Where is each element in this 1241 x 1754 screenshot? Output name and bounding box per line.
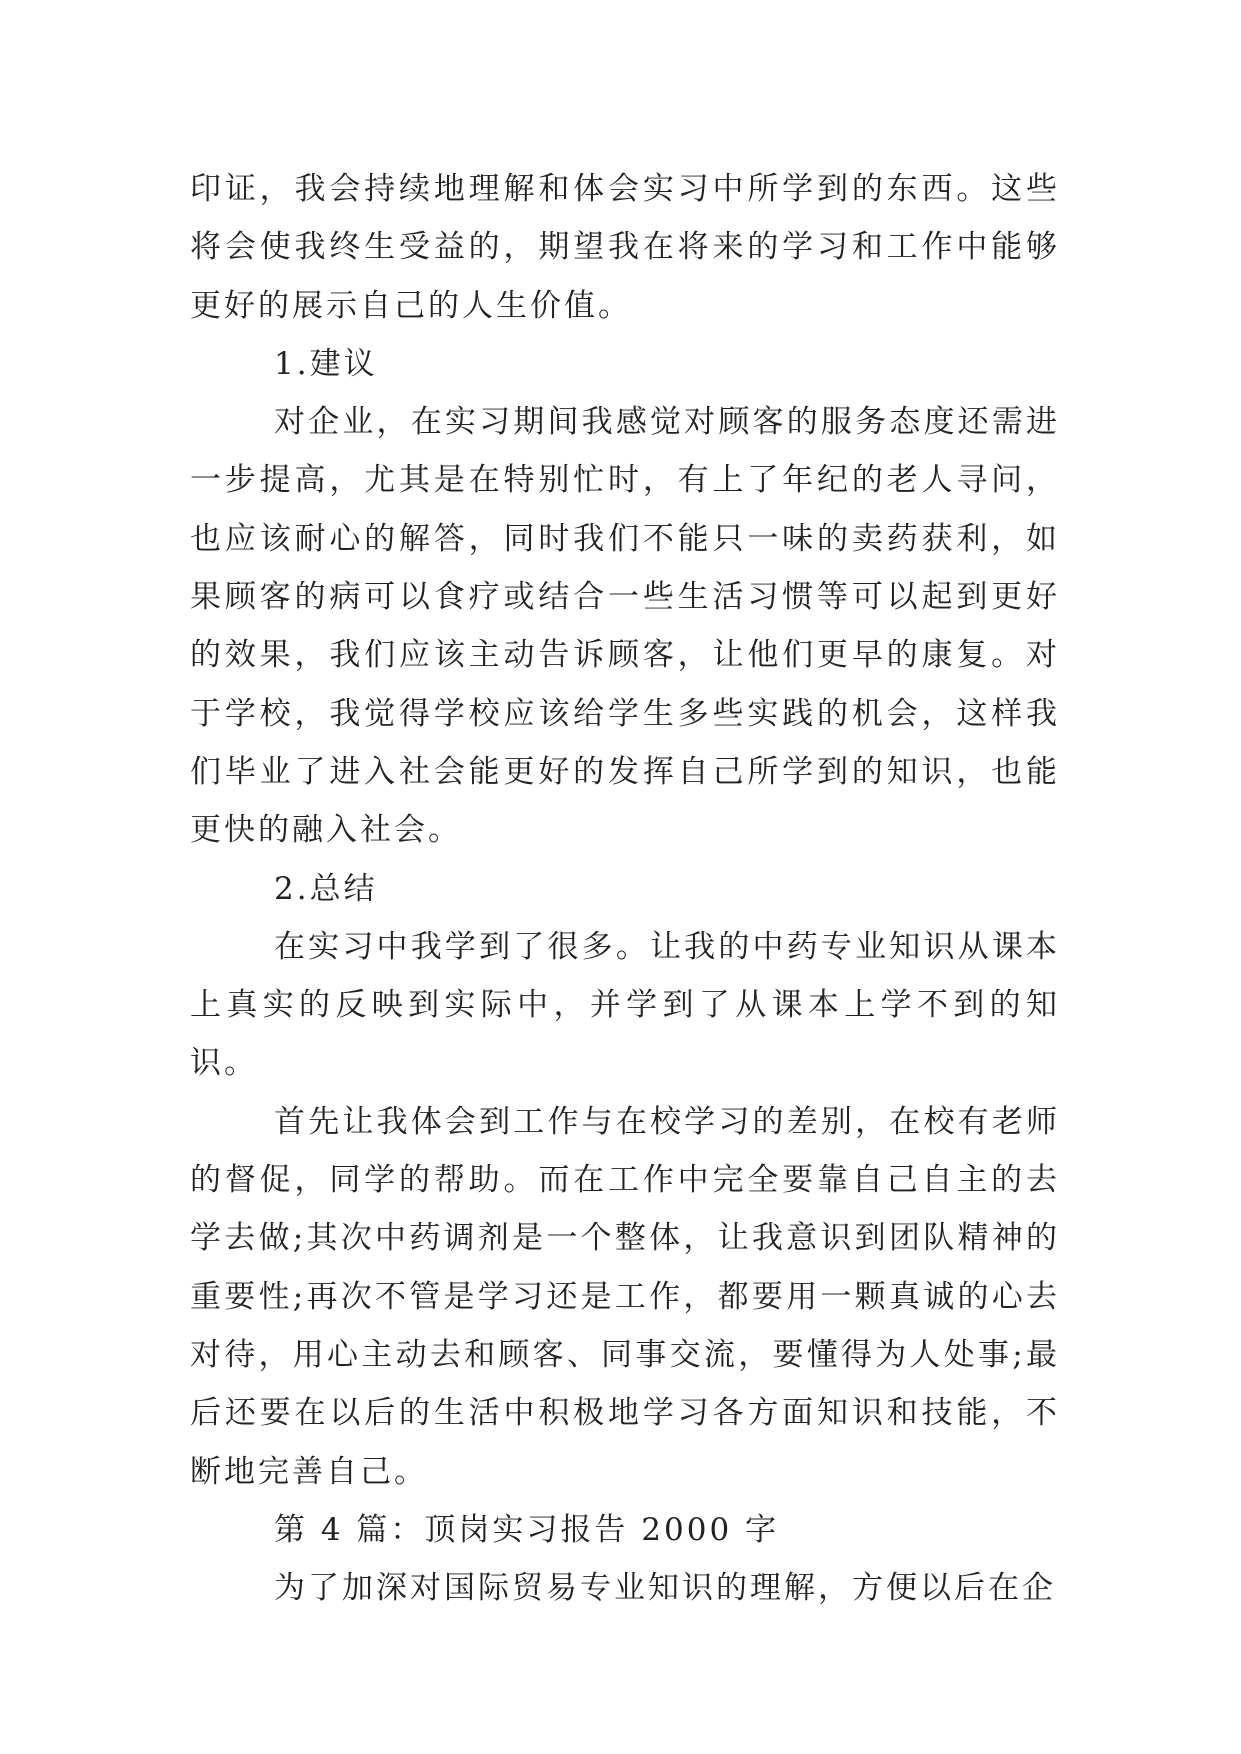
paragraph-summary-intro: 在实习中我学到了很多。让我的中药专业知识从课本上真实的反映到实际中，并学到了从课本上学不到的知识。 xyxy=(190,928,1060,1082)
paragraph-article-start: 为了加深对国际贸易专业知识的理解，方便以后在企 xyxy=(274,1570,1056,1607)
article-title: 第 4 篇：顶岗实习报告 2000 字 xyxy=(274,1511,780,1548)
section-heading-summary: 2.总结 xyxy=(274,870,378,907)
section-heading-suggestions: 1.建议 xyxy=(274,345,378,382)
paragraph-suggestions: 对企业，在实习期间我感觉对顾客的服务态度还需进一步提高，尤其是在特别忙时，有上了年纪的老人寻问，也应该耐心的解答，同时我们不能只一味的卖药获利，如果顾客的病可以食疗或结合一些生活习惯等可以起到更好的效果，我们应该主动告诉顾客，让他们更早的康复。对于学校，我觉得学校应该给学生多些实践的机会，这样我们毕业了进入社会能更好的发挥自己所学到的知识，也能更快的融入社会。 xyxy=(190,404,1060,849)
paragraph-continuation: 印证，我会持续地理解和体会实习中所学到的东西。这些将会使我终生受益的，期望我在将来的学习和工作中能够更好的展示自己的人生价值。 xyxy=(190,171,1060,324)
document-body xyxy=(190,160,1060,1617)
paragraph-summary-details: 首先让我体会到工作与在校学习的差别，在校有老师的督促，同学的帮助。而在工作中完全要靠自己自主的去学去做;其次中药调剂是一个整体，让我意识到团队精神的重要性;再次不管是学习还是工作，都要用一颗真诚的心去对待，用心主动去和顾客、同事交流，要懂得为人处事;最后还要在以后的生活中积极地学习各方面知识和技能，不断地完善自己。 xyxy=(190,1103,1060,1490)
